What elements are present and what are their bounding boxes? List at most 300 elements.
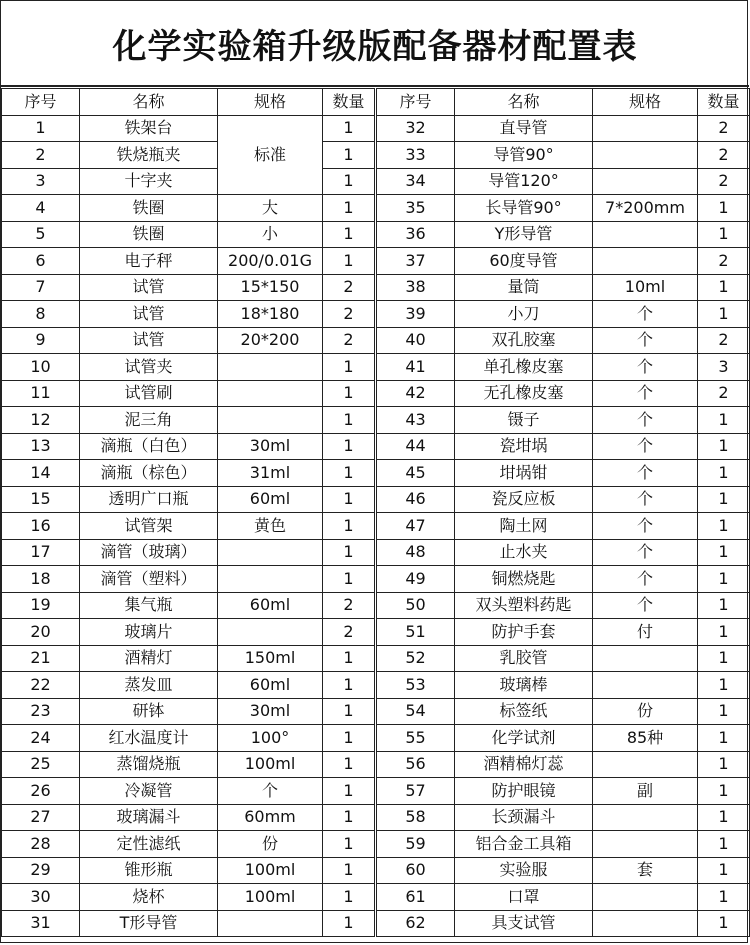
table-row — [377, 433, 750, 460]
table-row — [2, 513, 375, 540]
item-spec: 30ml — [218, 698, 323, 725]
item-spec — [218, 619, 323, 646]
item-name: 直导管 — [455, 115, 593, 142]
table-row — [377, 910, 750, 937]
item-quantity: 1 — [323, 672, 375, 699]
item-spec: 小 — [218, 221, 323, 248]
item-name: 试管 — [80, 327, 218, 354]
item-spec: 个 — [593, 301, 698, 328]
item-name: 标签纸 — [455, 698, 593, 725]
row-number: 50 — [377, 592, 455, 619]
item-spec: 份 — [593, 698, 698, 725]
item-spec: 个 — [593, 539, 698, 566]
table-row — [377, 354, 750, 381]
equipment-table-right — [376, 88, 750, 937]
item-quantity: 1 — [698, 433, 750, 460]
item-name: 蒸发皿 — [80, 672, 218, 699]
table-row — [377, 460, 750, 487]
item-name: 口罩 — [455, 884, 593, 911]
item-quantity: 1 — [698, 645, 750, 672]
table-row — [377, 751, 750, 778]
item-spec: 个 — [218, 778, 323, 805]
row-number: 26 — [2, 778, 80, 805]
row-number: 58 — [377, 804, 455, 831]
header-name: 名称 — [455, 89, 593, 116]
row-number: 31 — [2, 910, 80, 937]
item-quantity: 1 — [323, 751, 375, 778]
item-quantity: 1 — [323, 407, 375, 434]
row-number: 34 — [377, 168, 455, 195]
item-quantity: 1 — [698, 751, 750, 778]
item-name: 红水温度计 — [80, 725, 218, 752]
item-name: 防护眼镜 — [455, 778, 593, 805]
item-name: 导管120° — [455, 168, 593, 195]
item-quantity: 2 — [698, 380, 750, 407]
item-name: 长导管90° — [455, 195, 593, 222]
table-row — [377, 248, 750, 275]
table-row — [377, 566, 750, 593]
item-spec: 个 — [593, 433, 698, 460]
table-row — [377, 142, 750, 169]
item-name: 具支试管 — [455, 910, 593, 937]
header-no: 序号 — [377, 89, 455, 116]
item-spec: 200/0.01G — [218, 248, 323, 275]
item-quantity: 2 — [323, 327, 375, 354]
item-spec: 100ml — [218, 751, 323, 778]
item-quantity: 2 — [698, 327, 750, 354]
item-spec: 100ml — [218, 884, 323, 911]
item-spec: 60ml — [218, 486, 323, 513]
row-number: 54 — [377, 698, 455, 725]
item-spec: 黄色 — [218, 513, 323, 540]
row-number: 45 — [377, 460, 455, 487]
item-quantity: 1 — [698, 831, 750, 858]
item-quantity: 1 — [698, 778, 750, 805]
table-row — [377, 380, 750, 407]
item-spec: 60ml — [218, 672, 323, 699]
item-quantity: 2 — [698, 115, 750, 142]
row-number: 46 — [377, 486, 455, 513]
item-spec — [593, 831, 698, 858]
header-qty: 数量 — [698, 89, 750, 116]
row-number: 53 — [377, 672, 455, 699]
row-number: 44 — [377, 433, 455, 460]
row-number: 32 — [377, 115, 455, 142]
row-number: 11 — [2, 380, 80, 407]
item-spec: 套 — [593, 857, 698, 884]
row-number: 61 — [377, 884, 455, 911]
item-name: 十字夹 — [80, 168, 218, 195]
table-row — [377, 884, 750, 911]
item-name: 导管90° — [455, 142, 593, 169]
item-spec: 85种 — [593, 725, 698, 752]
item-spec — [218, 910, 323, 937]
item-name: 定性滤纸 — [80, 831, 218, 858]
item-name: 烧杯 — [80, 884, 218, 911]
item-quantity: 2 — [323, 619, 375, 646]
item-name: 透明广口瓶 — [80, 486, 218, 513]
item-spec: 个 — [593, 513, 698, 540]
table-row — [377, 539, 750, 566]
row-number: 15 — [2, 486, 80, 513]
row-number: 4 — [2, 195, 80, 222]
item-spec: 个 — [593, 354, 698, 381]
row-number: 51 — [377, 619, 455, 646]
item-spec: 份 — [218, 831, 323, 858]
row-number: 20 — [2, 619, 80, 646]
row-number: 56 — [377, 751, 455, 778]
item-name: 小刀 — [455, 301, 593, 328]
row-number: 2 — [2, 142, 80, 169]
table-row — [2, 274, 375, 301]
item-spec — [593, 221, 698, 248]
table-row — [2, 619, 375, 646]
item-quantity: 1 — [323, 910, 375, 937]
item-spec: 15*150 — [218, 274, 323, 301]
item-name: 无孔橡皮塞 — [455, 380, 593, 407]
item-quantity: 1 — [323, 354, 375, 381]
item-quantity: 1 — [698, 407, 750, 434]
item-name: 化学试剂 — [455, 725, 593, 752]
item-quantity: 1 — [323, 857, 375, 884]
item-name: 玻璃棒 — [455, 672, 593, 699]
item-spec — [593, 248, 698, 275]
item-name: 铝合金工具箱 — [455, 831, 593, 858]
row-number: 55 — [377, 725, 455, 752]
row-number: 1 — [2, 115, 80, 142]
item-name: 玻璃片 — [80, 619, 218, 646]
row-number: 6 — [2, 248, 80, 275]
item-quantity: 1 — [323, 433, 375, 460]
item-quantity: 2 — [698, 142, 750, 169]
row-number: 29 — [2, 857, 80, 884]
item-quantity: 1 — [323, 168, 375, 195]
item-name: 铁圈 — [80, 195, 218, 222]
item-quantity: 1 — [323, 725, 375, 752]
item-name: 冷凝管 — [80, 778, 218, 805]
item-quantity: 1 — [323, 248, 375, 275]
item-name: T形导管 — [80, 910, 218, 937]
item-name: 长颈漏斗 — [455, 804, 593, 831]
page-title: 化学实验箱升级版配备器材配置表 — [1, 1, 749, 87]
item-quantity: 1 — [323, 778, 375, 805]
item-quantity: 1 — [698, 301, 750, 328]
row-number: 25 — [2, 751, 80, 778]
item-spec: 大 — [218, 195, 323, 222]
item-spec — [218, 407, 323, 434]
table-row — [377, 592, 750, 619]
item-name: 60度导管 — [455, 248, 593, 275]
table-row — [377, 327, 750, 354]
item-name: 集气瓶 — [80, 592, 218, 619]
item-name: 铁圈 — [80, 221, 218, 248]
item-spec — [593, 910, 698, 937]
table-row — [2, 539, 375, 566]
item-spec — [593, 645, 698, 672]
table-row — [2, 804, 375, 831]
table-row — [2, 725, 375, 752]
item-quantity: 2 — [698, 248, 750, 275]
item-quantity: 1 — [698, 539, 750, 566]
item-spec — [593, 115, 698, 142]
row-number: 3 — [2, 168, 80, 195]
item-name: 铁烧瓶夹 — [80, 142, 218, 169]
item-quantity: 1 — [323, 486, 375, 513]
row-number: 12 — [2, 407, 80, 434]
item-spec — [593, 142, 698, 169]
row-number: 23 — [2, 698, 80, 725]
table-row — [377, 672, 750, 699]
item-name: 实验服 — [455, 857, 593, 884]
item-name: 研钵 — [80, 698, 218, 725]
item-quantity: 1 — [323, 884, 375, 911]
table-row — [377, 698, 750, 725]
item-spec: 60mm — [218, 804, 323, 831]
table-row — [377, 619, 750, 646]
row-number: 17 — [2, 539, 80, 566]
item-name: 单孔橡皮塞 — [455, 354, 593, 381]
item-quantity: 1 — [323, 115, 375, 142]
item-name: 蒸馏烧瓶 — [80, 751, 218, 778]
table-row — [377, 513, 750, 540]
item-spec — [218, 566, 323, 593]
item-spec — [218, 539, 323, 566]
item-name: 镊子 — [455, 407, 593, 434]
item-name: 酒精灯 — [80, 645, 218, 672]
item-spec — [218, 380, 323, 407]
item-spec: 31ml — [218, 460, 323, 487]
table-row — [377, 407, 750, 434]
row-number: 27 — [2, 804, 80, 831]
row-number: 41 — [377, 354, 455, 381]
header-spec: 规格 — [593, 89, 698, 116]
item-quantity: 1 — [698, 884, 750, 911]
item-name: 双孔胶塞 — [455, 327, 593, 354]
header-qty: 数量 — [323, 89, 375, 116]
table-row — [2, 115, 375, 142]
item-quantity: 1 — [323, 221, 375, 248]
item-quantity: 1 — [698, 195, 750, 222]
item-quantity: 1 — [698, 698, 750, 725]
item-name: 乳胶管 — [455, 645, 593, 672]
row-number: 30 — [2, 884, 80, 911]
table-row — [377, 195, 750, 222]
row-number: 43 — [377, 407, 455, 434]
item-spec: 150ml — [218, 645, 323, 672]
item-spec: 个 — [593, 380, 698, 407]
row-number: 57 — [377, 778, 455, 805]
item-name: 试管刷 — [80, 380, 218, 407]
table-row — [2, 327, 375, 354]
item-quantity: 1 — [698, 619, 750, 646]
item-quantity: 1 — [323, 831, 375, 858]
item-name: 滴管（玻璃） — [80, 539, 218, 566]
item-quantity: 2 — [323, 592, 375, 619]
row-number: 18 — [2, 566, 80, 593]
item-quantity: 2 — [323, 274, 375, 301]
row-number: 10 — [2, 354, 80, 381]
item-name: 铁架台 — [80, 115, 218, 142]
item-name: 铜燃烧匙 — [455, 566, 593, 593]
item-quantity: 1 — [323, 142, 375, 169]
item-name: 止水夹 — [455, 539, 593, 566]
row-number: 42 — [377, 380, 455, 407]
item-name: 坩埚钳 — [455, 460, 593, 487]
item-name: 泥三角 — [80, 407, 218, 434]
row-number: 13 — [2, 433, 80, 460]
row-number: 8 — [2, 301, 80, 328]
row-number: 40 — [377, 327, 455, 354]
item-name: 双头塑料药匙 — [455, 592, 593, 619]
row-number: 33 — [377, 142, 455, 169]
table-row — [377, 168, 750, 195]
item-quantity: 1 — [698, 486, 750, 513]
row-number: 59 — [377, 831, 455, 858]
item-quantity: 1 — [323, 645, 375, 672]
row-number: 24 — [2, 725, 80, 752]
table-row — [2, 592, 375, 619]
item-name: 瓷坩埚 — [455, 433, 593, 460]
item-spec: 副 — [593, 778, 698, 805]
item-quantity: 1 — [323, 513, 375, 540]
table-row — [2, 857, 375, 884]
item-quantity: 2 — [698, 168, 750, 195]
row-number: 21 — [2, 645, 80, 672]
item-quantity: 1 — [698, 513, 750, 540]
table-row — [377, 301, 750, 328]
table-row — [377, 645, 750, 672]
item-quantity: 1 — [698, 672, 750, 699]
row-number: 5 — [2, 221, 80, 248]
table-row — [377, 221, 750, 248]
item-name: 滴瓶（白色） — [80, 433, 218, 460]
row-number: 47 — [377, 513, 455, 540]
item-spec — [593, 884, 698, 911]
item-quantity: 1 — [698, 725, 750, 752]
item-name: 防护手套 — [455, 619, 593, 646]
row-number: 7 — [2, 274, 80, 301]
row-number: 37 — [377, 248, 455, 275]
table-row — [2, 778, 375, 805]
item-spec: 100ml — [218, 857, 323, 884]
row-number: 22 — [2, 672, 80, 699]
item-spec: 付 — [593, 619, 698, 646]
item-quantity: 1 — [323, 804, 375, 831]
item-quantity: 1 — [698, 857, 750, 884]
table-row — [2, 486, 375, 513]
row-number: 39 — [377, 301, 455, 328]
row-number: 49 — [377, 566, 455, 593]
item-quantity: 1 — [698, 592, 750, 619]
item-spec: 个 — [593, 592, 698, 619]
row-number: 60 — [377, 857, 455, 884]
item-quantity: 1 — [698, 804, 750, 831]
item-name: 试管 — [80, 301, 218, 328]
item-spec-shared: 标准 — [218, 115, 323, 195]
row-number: 28 — [2, 831, 80, 858]
table-row — [377, 804, 750, 831]
row-number: 38 — [377, 274, 455, 301]
item-quantity: 1 — [323, 539, 375, 566]
equipment-table-left — [1, 88, 375, 937]
item-quantity: 1 — [698, 460, 750, 487]
table-row — [2, 407, 375, 434]
header-name: 名称 — [80, 89, 218, 116]
item-spec — [593, 804, 698, 831]
item-name: 电子秤 — [80, 248, 218, 275]
item-quantity: 1 — [698, 274, 750, 301]
item-spec: 7*200mm — [593, 195, 698, 222]
table-row — [2, 831, 375, 858]
item-spec: 个 — [593, 327, 698, 354]
table-row — [377, 486, 750, 513]
item-spec — [593, 672, 698, 699]
table-row — [2, 672, 375, 699]
item-spec: 个 — [593, 407, 698, 434]
item-quantity: 1 — [323, 195, 375, 222]
item-spec: 30ml — [218, 433, 323, 460]
item-quantity: 3 — [698, 354, 750, 381]
item-spec: 10ml — [593, 274, 698, 301]
table-row — [2, 380, 375, 407]
item-name: 量筒 — [455, 274, 593, 301]
table-row — [2, 221, 375, 248]
row-number: 48 — [377, 539, 455, 566]
table-row — [2, 433, 375, 460]
item-quantity: 1 — [698, 221, 750, 248]
item-spec — [593, 168, 698, 195]
header-no: 序号 — [2, 89, 80, 116]
table-row — [377, 115, 750, 142]
item-name: 瓷反应板 — [455, 486, 593, 513]
item-quantity: 1 — [698, 566, 750, 593]
table-row — [2, 354, 375, 381]
item-name: 试管夹 — [80, 354, 218, 381]
item-spec: 60ml — [218, 592, 323, 619]
row-number: 9 — [2, 327, 80, 354]
item-quantity: 1 — [323, 460, 375, 487]
item-name: 玻璃漏斗 — [80, 804, 218, 831]
item-name: 滴管（塑料） — [80, 566, 218, 593]
item-name: 酒精棉灯蕊 — [455, 751, 593, 778]
table-row — [377, 831, 750, 858]
header-row — [377, 89, 750, 116]
table-row — [377, 725, 750, 752]
item-spec — [593, 751, 698, 778]
item-name: 试管架 — [80, 513, 218, 540]
item-name: 滴瓶（棕色） — [80, 460, 218, 487]
item-spec: 个 — [593, 486, 698, 513]
row-number: 19 — [2, 592, 80, 619]
item-name: 试管 — [80, 274, 218, 301]
table-row — [2, 566, 375, 593]
table-row — [377, 857, 750, 884]
item-name: 陶土网 — [455, 513, 593, 540]
row-number: 35 — [377, 195, 455, 222]
item-spec: 个 — [593, 566, 698, 593]
header-row — [2, 89, 375, 116]
row-number: 52 — [377, 645, 455, 672]
row-number: 36 — [377, 221, 455, 248]
table-row — [2, 645, 375, 672]
item-quantity: 1 — [323, 698, 375, 725]
header-spec: 规格 — [218, 89, 323, 116]
item-spec: 20*200 — [218, 327, 323, 354]
item-spec: 100° — [218, 725, 323, 752]
row-number: 14 — [2, 460, 80, 487]
table-row — [2, 751, 375, 778]
item-name: Y形导管 — [455, 221, 593, 248]
